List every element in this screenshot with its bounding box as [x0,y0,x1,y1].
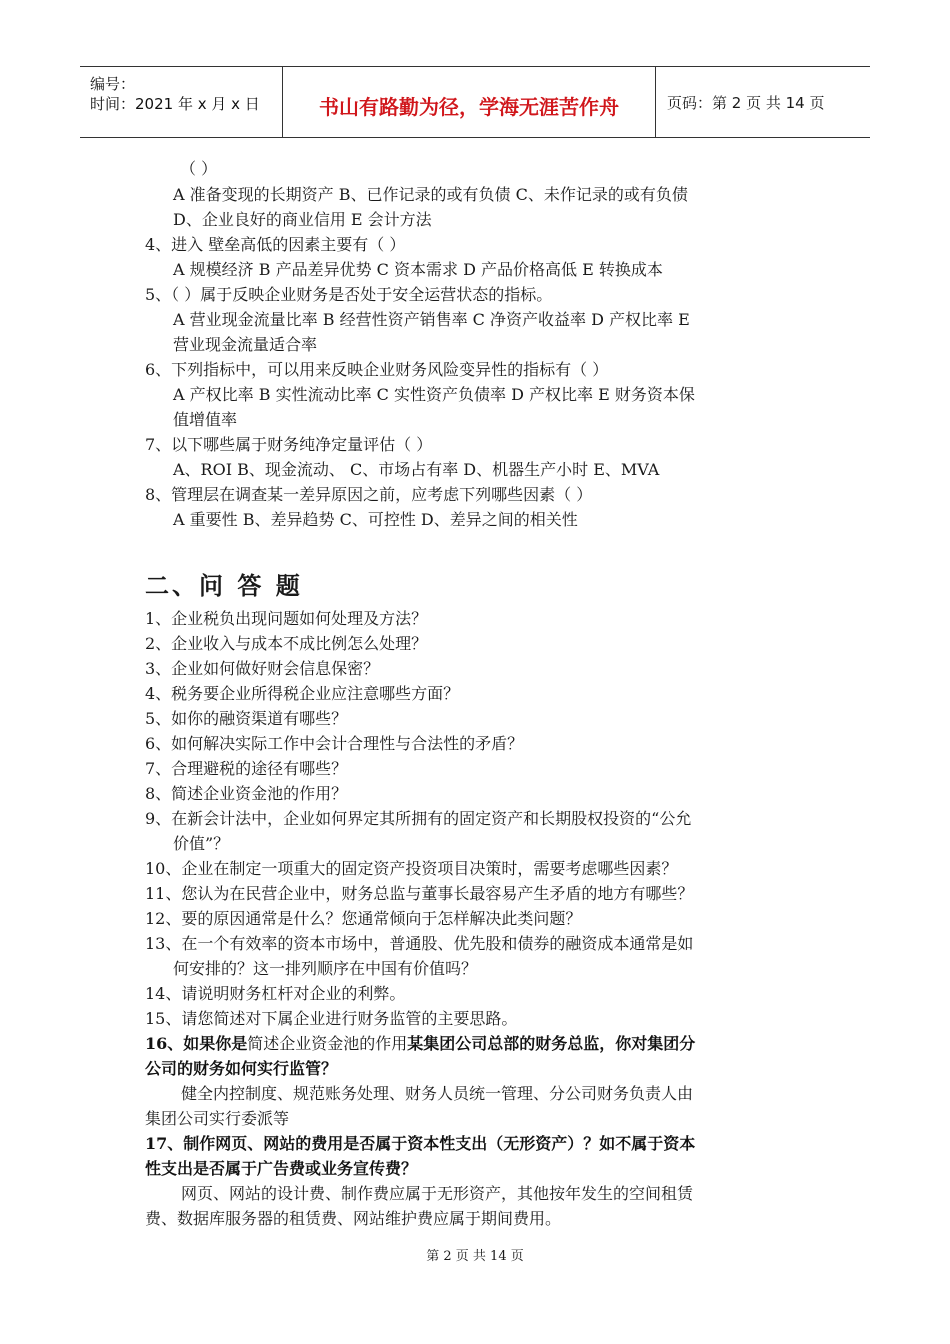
document-date-label: 时间：2021 年 x 月 x 日 [90,95,260,113]
question-line: 价值”？ [173,834,230,853]
choice-question: 8、管理层在调查某一差异原因之前，应考虑下列哪些因素（ ） [145,485,593,504]
question-line: 9、在新会计法中，企业如何界定其所拥有的固定资产和长期股权投资的“公允 [145,809,692,828]
question-line: 10、企业在制定一项重大的固定资产投资项目决策时，需要考虑哪些因素？ [145,859,678,878]
choice-line: A 产权比率 B 实性流动比率 C 实性资产负债率 D 产权比率 E 财务资本保 [173,385,695,404]
question-16-inserted-text: 简述企业资金池的作用 [247,1034,408,1053]
choice-line: 值增值率 [173,410,238,429]
question-line: 4、税务要企业所得税企业应注意哪些方面？ [145,684,460,703]
choice-question: 5、（ ）属于反映企业财务是否处于安全运营状态的指标。 [145,285,553,304]
question-line: 2、企业收入与成本不成比例怎么处理？ [145,634,428,653]
question-17-line2: 性支出是否属于广告费或业务宣传费？ [145,1159,418,1178]
answer-17-line2: 费、数据库服务器的租赁费、网站维护费应属于期间费用。 [145,1209,562,1228]
question-17-line1: 17、制作网页、网站的费用是否属于资本性支出（无形资产）？如不属于资本 [145,1134,696,1153]
header-meta-cell [80,67,282,137]
header-motto-cell [282,67,656,137]
choice-line: A 营业现金流量比率 B 经营性资产销售率 C 净资产收益率 D 产权比率 E [173,310,690,329]
answer-16-line2: 集团公司实行委派等 [145,1109,290,1128]
question-line: 12、要的原因通常是什么？您通常倾向于怎样解决此类问题？ [145,909,582,928]
question-line: 7、合理避税的途径有哪些？ [145,759,348,778]
page-footer: 第 2 页 共 14 页 [426,1249,524,1264]
document-number-label: 编号： [90,75,136,93]
question-line: 5、如你的融资渠道有哪些？ [145,709,348,728]
choice-line: （ ） [180,159,218,178]
question-16-lead: 16、如果你是 [145,1034,248,1053]
header-page-cell [655,67,870,137]
question-line: 8、简述企业资金池的作用？ [145,784,348,803]
header-motto: 书山有路勤为径，学海无涯苦作舟 [319,95,619,119]
choice-question: 4、进入 壁垒高低的因素主要有（ ） [145,235,406,254]
question-line: 3、企业如何做好财会信息保密？ [145,659,380,678]
choice-line: A 准备变现的长期资产 B、已作记录的或有负债 C、未作记录的或有负债 [173,185,688,204]
choice-question: 7、以下哪些属于财务纯净定量评估（ ） [145,435,433,454]
question-line: 11、您认为在民营企业中，财务总监与董事长最容易产生矛盾的地方有哪些？ [145,884,694,903]
answer-16-line1: 健全内控制度、规范账务处理、财务人员统一管理、分公司财务负责人由 [181,1084,694,1103]
choice-line: D、企业良好的商业信用 E 会计方法 [173,210,432,229]
question-16-line2: 公司的财务如何实行监管？ [145,1059,338,1078]
choice-line: 营业现金流量适合率 [173,335,318,354]
choice-line: A 规模经济 B 产品差异优势 C 资本需求 D 产品价格高低 E 转换成本 [173,260,663,279]
question-line: 14、请说明财务杠杆对企业的利弊。 [145,984,406,1003]
question-line: 13、在一个有效率的资本市场中，普通股、优先股和债券的融资成本通常是如 [145,934,694,953]
question-line: 何安排的？这一排列顺序在中国有价值吗？ [173,959,478,978]
choice-line: A 重要性 B、差异趋势 C、可控性 D、差异之间的相关性 [173,510,578,529]
question-line: 1、企业税负出现问题如何处理及方法？ [145,609,428,628]
choice-line: A、ROI B、现金流动、 C、市场占有率 D、机器生产小时 E、MVA [173,460,660,479]
document-header [80,66,870,138]
header-page-number: 页码：第 2 页 共 14 页 [667,94,825,112]
answer-17-line1: 网页、网站的设计费、制作费应属于无形资产，其他按年发生的空间租赁 [181,1184,694,1203]
question-16-rest: 某集团公司总部的财务总监，你对集团分 [407,1034,696,1053]
choice-question: 6、下列指标中，可以用来反映企业财务风险变异性的指标有（ ） [145,360,609,379]
question-line: 6、如何解决实际工作中会计合理性与合法性的矛盾？ [145,734,524,753]
question-line: 15、请您简述对下属企业进行财务监管的主要思路。 [145,1009,518,1028]
section-title: 二、问 答 题 [145,572,303,600]
question-16 [145,1032,695,1056]
